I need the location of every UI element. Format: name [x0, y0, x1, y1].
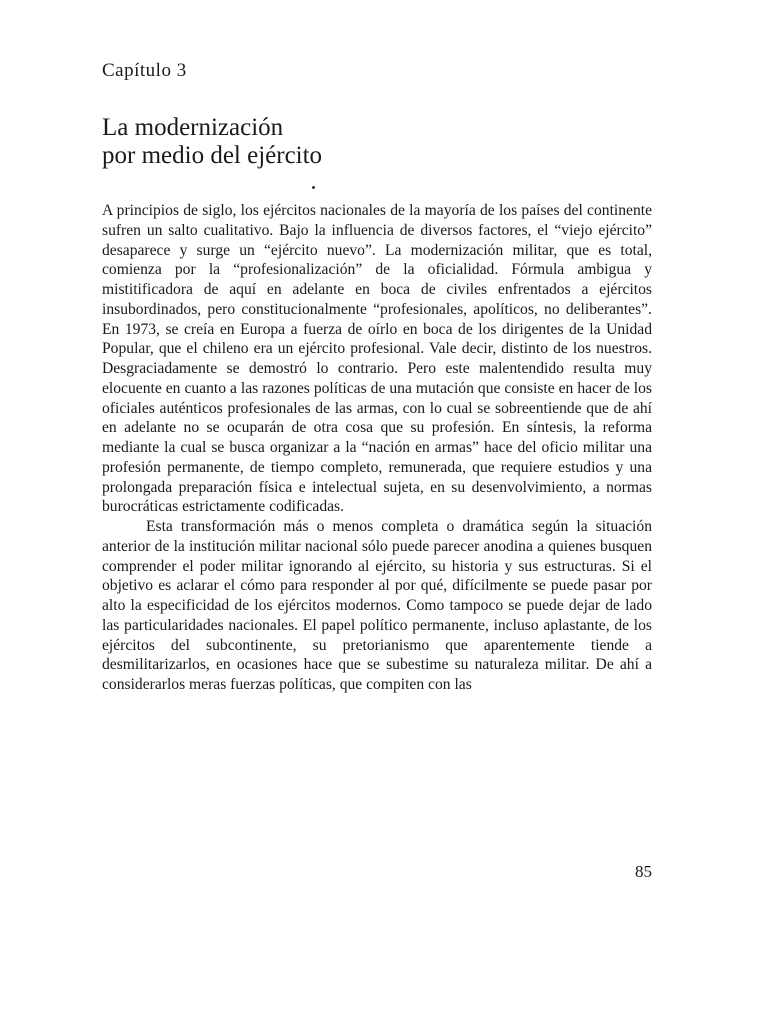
chapter-title-line-1: La modernización — [102, 114, 284, 141]
chapter-label: Capítulo 3 — [102, 60, 187, 81]
chapter-title — [102, 114, 322, 170]
chapter-title-line-2: por medio del ejército — [102, 142, 323, 169]
paragraph-1: A principios de siglo, los ejércitos nacionales de la mayoría de los países del continente sufren un salto cualitativo. Bajo la influencia de diversos factores, el “viejo ejército” desaparece y surge un “ejército nuevo”. La modernización militar, que es total, comienza por la “profesionalización” de la oficialidad. Fórmula ambigua y mistitificadora de aquí en adelante en boca de civiles enfrentados a ejércitos insubordinados, pero constitucionalmente “profesionales, apolíticos, no deliberantes”. En 1973, se creía en Europa a fuerza de oírlo en boca de los dirigentes de la Unidad Popular, que el chileno era un ejército profesional. Vale decir, distinto de los nuestros. Desgraciadamente se demostró lo contrario. Pero este malentendido resulta muy elocuente en cuanto a las razones políticas de una mutación que consiste en hacer de los oficiales auténticos profesionales de las armas, con lo cual se sobreentiende que de ahí en adelante no se ocuparán de otra cosa que su profesión. En síntesis, la reforma mediante la cual se busca organizar a la “nación en armas” hace del oficio militar una profesión permanente, de tiempo completo, remunerada, que requiere estudios y una prolongada preparación física e intelectual sujeta, en su desenvolvimiento, a normas burocráticas estrictamente codificadas. — [102, 202, 652, 516]
ink-speck — [312, 186, 315, 189]
paragraph-2: Esta transformación más o menos completa o dramática según la situación anterior de la institución militar nacional sólo puede parecer anodina a quienes busquen comprender el poder militar ignorando al ejército, su historia y sus estructuras. Si el objetivo es aclarar el cómo para responder al por qué, difícilmente se puede pasar por alto la especificidad de los ejércitos modernos. Como tampoco se puede dejar de lado las particularidades nacionales. El papel político permanente, incluso aplastante, de los ejércitos del subcontinente, su pretorianismo que aparentemente tiende a desmilitarizarlos, en ocasiones hace que se subestime su naturaleza militar. De ahí a considerarlos meras fuerzas políticas, que compiten con las — [102, 518, 652, 693]
page-number: 85 — [635, 862, 652, 881]
body-text — [102, 201, 652, 695]
